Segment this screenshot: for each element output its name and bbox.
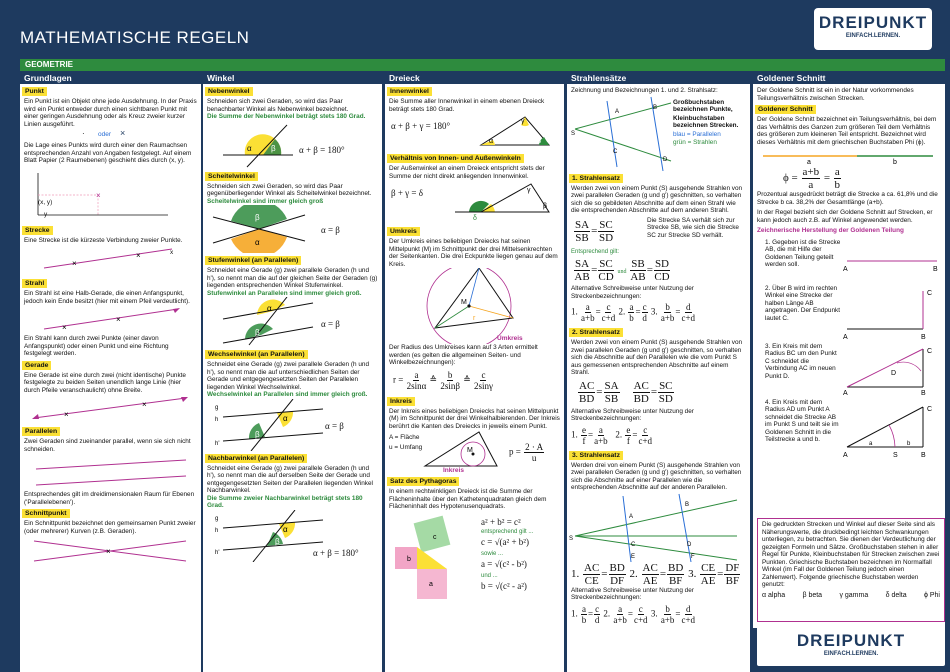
- label-wechselwinkel: Wechselwinkel (an Parallelen): [205, 350, 308, 359]
- text-gerade: Eine Gerade ist eine durch zwei (nicht identische) Punkte festgelegte zu beiden Seiten unendlich lange Linie (hier durch Pfeile veranschaulicht) ohne Breite.: [24, 371, 186, 394]
- label-scheitelwinkel: Scheitelwinkel: [205, 172, 258, 181]
- legend-3: blau = Parallelen: [673, 130, 721, 138]
- text-aussenwinkel: Der Außenwinkel an einem Dreieck entspricht stets der Summe der nicht direkt anliegenden Innenwinkel.: [389, 165, 545, 180]
- svg-text:D: D: [687, 541, 692, 548]
- svg-text:M: M: [467, 447, 473, 454]
- svg-text:B: B: [653, 104, 658, 111]
- svg-text:A: A: [843, 265, 848, 273]
- svg-text:β: β: [275, 536, 280, 546]
- svg-text:γ: γ: [521, 118, 525, 125]
- label-strahlensatz-3: 3. Strahlensatz: [569, 451, 623, 460]
- label-strahlensatz-2: 2. Strahlensatz: [569, 328, 623, 337]
- schnittpunkt-diagram: [20, 535, 201, 565]
- svg-text:β: β: [255, 429, 260, 439]
- strahlensatz-3-formula: 1. $\frac{AC}{CE}$ = $\frac{BD}{DF}$ 2. $\frac{AC}{AE}$ = $\frac{BD}{BF}$ 3. $\frac{CE}{AE}$ = $\frac{DF}{BF}$: [571, 561, 740, 587]
- formula-phi: ϕ = $\frac{a+b}{a}$ = $\frac{a}{b}$: [783, 166, 840, 191]
- svg-text:a: a: [807, 159, 811, 166]
- header: [0, 0, 950, 58]
- text-stufenwinkel: Schneidet eine Gerade (g) zwei parallele Geraden (h und h'), so nennt man die auf der gleichen Seite der Geraden (g) liegenden entsprechenden Winkel Stufenwinkel.: [207, 267, 378, 289]
- formula-nebenwinkel: α + β = 180°: [299, 144, 345, 155]
- construct-step-2: 2. Über B wird im rechten Winkel eine Strecke der halben Länge AB angetragen. Der Endpunkt lautet C. A B C: [765, 284, 933, 341]
- svg-text:D: D: [663, 156, 668, 163]
- inkreis-a-def: A = Fläche: [389, 434, 420, 441]
- construct-step-3: 3. Ein Kreis mit dem Radius BC um den Punkt C schneidet die Verbindung AC im neuen Punkt D. A B C D: [765, 342, 933, 397]
- pythagoras-note-1: entsprechend gilt ...: [481, 528, 534, 535]
- svg-text:×: ×: [106, 547, 111, 556]
- svg-text:c: c: [433, 533, 437, 541]
- svg-text:A: A: [615, 108, 620, 115]
- text-umkreis: Der Umkreis eines beliebigen Dreiecks hat seinen Mittelpunkt (M) im Schnittpunkt der drei Mittelsenkrechten der Seitenkanten. Die drei Eckpunkte liegen genau auf dem Kreis.: [389, 238, 558, 268]
- svg-text:g: g: [215, 515, 219, 522]
- svg-text:B: B: [685, 501, 690, 508]
- svg-text:a: a: [429, 580, 433, 588]
- svg-text:β: β: [271, 143, 276, 153]
- note-entsprechend: Entsprechend gilt:: [571, 248, 620, 255]
- label-umkreis: Umkreis: [387, 227, 420, 236]
- svg-text:F: F: [691, 553, 695, 560]
- formula-stufenwinkel: α = β: [321, 319, 340, 329]
- gold-line-diagram: [753, 146, 945, 166]
- nebenwinkel-diagram: [203, 121, 382, 169]
- umkreis-tag: Umkreis: [497, 335, 523, 342]
- cross-icon: ×: [120, 128, 126, 138]
- text-note: Die gedruckten Strecken und Winkel auf dieser Seite sind als Näherungswerte, die druckbedingt leichten Schwankungen unterliegen, zu betrachten. Sie dienen der Verdeutlichung der gezeigten Formeln und Sätze. Großbuchstaben stehen in aller Regel für Punkte, Kleinbuchstaben für Strecken zwischen zwei Punkten. Griechische Buchstaben bezeichnen im Normalfall Winkel (im Fall der Goldenen Teilung jedoch einen Zahlenwert). Folgende griechische Buchstaben werden genutzt:: [762, 521, 940, 588]
- svg-text:C: C: [613, 148, 618, 155]
- svg-text:γ: γ: [527, 187, 531, 194]
- text-intro: Zeichnung und Bezeichnungen 1. und 2. Strahlsatz:: [571, 87, 718, 94]
- axis-label-y: y: [44, 211, 48, 218]
- svg-text:×: ×: [64, 410, 69, 419]
- svg-text:α: α: [267, 304, 272, 313]
- label-gerade: Gerade: [22, 361, 51, 370]
- aussenwinkel-diagram: [385, 180, 564, 224]
- label-inkreis: Inkreis: [387, 397, 415, 406]
- strahlensatz-2-alt-formula: 1. $\frac{e}{f}$ = $\frac{a}{a+b}$ 2. $\frac{e}{f}$ = $\frac{c}{c+d}$: [571, 424, 653, 446]
- text-strahlensatz-2-alt: Alternative Schreibweise unter Nutzung der Streckenbezeichnungen:: [571, 407, 694, 422]
- pythagoras-diagram: [385, 511, 564, 603]
- svg-text:×: ×: [72, 259, 77, 268]
- svg-text:α: α: [283, 413, 288, 423]
- text-strahlensatz-1-alt: Alternative Schreibweise unter Nutzung der Streckenbezeichnungen:: [571, 285, 694, 300]
- rule-nachbarwinkel: Die Summe zweier Nachbarwinkel beträgt stets 180 Grad.: [207, 494, 363, 509]
- svg-text:B: B: [921, 451, 926, 459]
- svg-text:×: ×: [96, 190, 101, 200]
- strahlen-diagram-1: [567, 95, 750, 171]
- inkreis-u-def: u = Umfang: [389, 444, 423, 451]
- text-umkreis-2: Der Radius des Umkreises kann auf 3 Arten ermittelt werden (es gelten die allgemeinen Seiten- und Winkelbezeichnungen):: [389, 344, 538, 366]
- svg-text:b: b: [407, 555, 411, 563]
- rule-scheitelwinkel: Scheitelwinkel sind immer gleich groß: [207, 197, 324, 205]
- formula-pythagoras-a: a = √(c² - b²): [481, 558, 527, 569]
- text-strahl: Ein Strahl ist eine Halb-Gerade, die einen Anfangspunkt, jedoch kein Ende besitzt (hier mit einem Pfeil verdeutlicht).: [24, 290, 190, 305]
- svg-text:×: ×: [142, 400, 147, 409]
- pythagoras-note-3: und ...: [481, 572, 498, 579]
- rule-stufenwinkel: Stufenwinkel an Parallelen sind immer gleich groß.: [207, 289, 362, 297]
- svg-text:A: A: [843, 451, 848, 459]
- text-innenwinkel: Die Summe aller Innenwinkel in einem ebenen Dreieck beträgt stets 180 Grad.: [389, 98, 545, 113]
- svg-text:r: r: [473, 315, 476, 322]
- formula-wechselwinkel: α = β: [325, 420, 344, 431]
- formula-pythagoras-c: c = √(a² + b²): [481, 536, 529, 547]
- formula-umkreis: r = $\frac{a}{2\sin\alpha}$ ≙ $\frac{b}{2\sin\beta}$ ≙ $\frac{c}{2\sin\gamma}$: [393, 369, 493, 391]
- label-strahlensatz-1: 1. Strahlensatz: [569, 174, 623, 183]
- page-title: MATHEMATISCHE REGELN: [20, 28, 250, 47]
- formula-nachbarwinkel: α + β = 180°: [313, 547, 359, 558]
- brand-logo-bottom: DREIPUNKT EINFACH.LERNEN.: [757, 626, 945, 666]
- formula-innenwinkel: α + β + γ = 180°: [391, 121, 451, 131]
- legend-2: Kleinbuchstaben bezeichnen Strecken.: [673, 114, 739, 129]
- label-innenwinkel: Innenwinkel: [387, 87, 432, 96]
- svg-text:E: E: [631, 553, 636, 560]
- parallelen-diagram: [20, 453, 201, 489]
- svg-text:C: C: [927, 289, 933, 297]
- svg-text:α: α: [489, 138, 494, 145]
- construct-step-4: 4. Ein Kreis mit dem Radius AD um Punkt A schneidet die Strecke AB im Punkt S und teilt sie im Goldenen Schnitt in die Teilstrecke a und b. A B C S a b: [765, 398, 933, 459]
- oder-label: oder: [98, 131, 112, 138]
- formula-pythagoras-b: b = √(c² - a²): [481, 580, 527, 591]
- column-grundlagen: [20, 72, 201, 672]
- legend-1: Großbuchstaben bezeichnen Punkte,: [673, 98, 733, 113]
- strahl-diagram: [20, 305, 201, 333]
- construct-step-1: 1. Gegeben ist die Strecke AB, die mit Hilfe der Goldenen Teilung geteilt werden soll. A B: [765, 238, 938, 273]
- legend-4: grün = Strahlen: [673, 138, 717, 146]
- svg-text:β: β: [537, 138, 542, 145]
- text-strahlensatz-3: Werden drei von einem Punkt (S) ausgehende Strahlen von zwei parallelen Geraden (g und g') geschnitten, so verhalten sich die Abschnitte auf einer Parallelen wie die entsprechenden Abschnitte auf der anderen Parallelen.: [571, 461, 742, 491]
- rule-wechselwinkel: Wechselwinkel an Parallelen sind immer gleich groß.: [207, 391, 368, 398]
- strecke-diagram: [20, 244, 201, 274]
- label-goldener-schnitt: Goldener Schnitt: [755, 105, 816, 114]
- svg-text:B: B: [933, 265, 938, 273]
- strahlensatz-2-formula: $\frac{AC}{BD}$ = $\frac{SA}{SB}$ $\frac{AC}{BD}$ = $\frac{SC}{SD}$: [579, 379, 673, 405]
- svg-text:×: ×: [136, 251, 141, 260]
- svg-text:β: β: [255, 213, 260, 222]
- text-strahlensatz-3-alt: Alternative Schreibweise unter Nutzung der Streckenbezeichnungen:: [571, 586, 694, 601]
- svg-text:C: C: [927, 405, 933, 413]
- svg-text:α: α: [255, 238, 260, 247]
- text-strahlensatz-1-side: Die Strecke SA verhält sich zur Strecke SB, wie sich die Strecke SC zur Strecke SD verhält.: [647, 216, 739, 239]
- svg-text:β: β: [255, 328, 260, 337]
- axis-label-xy: (x, y): [38, 199, 53, 206]
- svg-text:h': h': [215, 440, 220, 447]
- label-punkt: Punkt: [22, 87, 47, 96]
- formula-aussenwinkel: β + γ = δ: [391, 188, 423, 198]
- svg-text:b: b: [907, 440, 911, 447]
- text-punkt: Ein Punkt ist ein Objekt ohne jede Ausdehnung. In der Praxis wird ein Punkt entweder durch einen sichtbaren Punkt mit einer geringen Ausdehnung oder als Kreuz zweier kurzer Linien ausgeführt.: [24, 98, 197, 128]
- column-header: Dreieck: [385, 72, 564, 84]
- formula-scheitelwinkel: α = β: [321, 225, 340, 235]
- strahlensatz-3-alt-formula: 1. $\frac{a}{b}$ = $\frac{c}{d}$ 2. $\frac{a}{a+b}$ = $\frac{c}{c+d}$ 3. $\frac{b}{a+b}$ = $\frac{d}{c+d}$: [571, 603, 696, 625]
- svg-text:S: S: [569, 535, 574, 542]
- text-scheitelwinkel: Schneiden sich zwei Geraden, so wird das Paar gegenüberliegender Winkel als Scheitelwinkel bezeichnet.: [207, 182, 372, 197]
- text-gold-pct: Prozentual ausgedrückt beträgt die Strecke a ca. 61,8% und die Strecke b ca. 38,2% der Gesamtlänge (a+b).: [757, 191, 938, 206]
- svg-text:g: g: [215, 404, 219, 411]
- text-parallelen-2: Entsprechendes gilt im dreidimensionalen Raum für Ebenen ('Parallelebenen').: [24, 491, 195, 506]
- innenwinkel-diagram: [385, 113, 564, 151]
- label-schnittpunkt: Schnittpunkt: [22, 509, 70, 518]
- strahlensatz-1-formula: $\frac{SA}{SB}$ = $\frac{SC}{SD}$ Die Strecke SA verhält sich zur Strecke SB, wie sich die Strecke SC zur Strecke SD verhält.: [567, 215, 750, 249]
- column-header: Winkel: [203, 72, 382, 84]
- formula-inkreis: p = $\frac{2 \cdot A}{u}$: [509, 442, 544, 463]
- inkreis-tag: Inkreis: [443, 467, 464, 474]
- section-title: GEOMETRIE: [20, 59, 945, 71]
- column-header: Goldener Schnitt: [753, 72, 945, 84]
- umkreis-diagram: [385, 268, 564, 344]
- svg-text:A: A: [843, 389, 848, 397]
- svg-text:S: S: [893, 451, 898, 459]
- svg-text:h: h: [215, 416, 219, 423]
- label-pythagoras: Satz des Pythagoras: [387, 477, 459, 486]
- brand-name: DREIPUNKT: [818, 13, 928, 32]
- column-strahlensaetze: [567, 72, 750, 672]
- strahlensatz-1-alt-formula: 1. $\frac{a}{a+b}$ = $\frac{c}{c+d}$ 2. $\frac{a}{b}$ = $\frac{c}{d}$ 3. $\frac{b}{a+b}$ = $\frac{d}{c+d}$: [571, 302, 696, 323]
- column-header: Grundlagen: [20, 72, 201, 84]
- svg-text:α: α: [283, 524, 288, 534]
- pythagoras-note-2: sowie ...: [481, 550, 504, 557]
- formula-pythagoras: a² + b² = c²: [481, 516, 521, 527]
- text-strahl-2: Ein Strahl kann durch zwei Punkte (einer davon Anfangspunkt) oder einen Punkt und eine Richtung festgelegt werden.: [24, 335, 169, 357]
- text-punkt-2: Die Lage eines Punkts wird durch einer den Raumachsen entsprechenden Anzahl von Angaben festgelegt. Auf einem Blatt Papier (2 Raumebenen) geschieht dies durch (x, y).: [24, 142, 192, 164]
- text-gold-intro: Der Goldene Schnitt ist ein in der Natur vorkommendes Teilungsverhältnis zwischen Strecken.: [757, 87, 914, 102]
- wechselwinkel-diagram: [203, 399, 382, 451]
- svg-text:A: A: [629, 513, 634, 520]
- svg-text:M: M: [461, 299, 467, 306]
- svg-text:δ: δ: [473, 215, 477, 222]
- label-nebenwinkel: Nebenwinkel: [205, 87, 253, 96]
- und-label: und: [617, 269, 627, 276]
- svg-text:C: C: [927, 347, 933, 355]
- brand-logo: [814, 8, 932, 50]
- label-parallelen: Parallelen: [22, 427, 60, 436]
- svg-text:h': h': [215, 549, 220, 556]
- label-strahl: Strahl: [22, 279, 47, 288]
- construct-title: Zeichnerische Herstellung der Goldenen Teilung: [757, 227, 904, 234]
- inkreis-diagram: [385, 430, 564, 474]
- svg-text:B: B: [921, 389, 926, 397]
- text-strecke: Eine Strecke ist die kürzeste Verbindung zweier Punkte.: [24, 236, 183, 244]
- column-header: Strahlensätze: [567, 72, 750, 84]
- text-schnittpunkt: Ein Schnittpunkt bezeichnet den gemeinsamen Punkt zweier (oder mehrerer) Kurven (z.B. Geraden).: [24, 520, 196, 535]
- svg-text:S: S: [571, 130, 576, 137]
- text-gold-rule: In der Regel bezieht sich der Goldene Schnitt auf Strecken, er kann jedoch auch z.B. auf Winkel angewendet werden.: [757, 209, 933, 224]
- column-winkel: [203, 72, 382, 672]
- scheitelwinkel-diagram: [203, 205, 382, 253]
- label-nachbarwinkel: Nachbarwinkel (an Parallelen): [205, 454, 307, 463]
- rule-nebenwinkel: Die Summe der Nebenwinkel beträgt stets 180 Grad.: [207, 113, 366, 120]
- label-strecke: Strecke: [22, 226, 53, 235]
- svg-text:β: β: [543, 203, 548, 210]
- svg-text:B: B: [921, 333, 926, 341]
- text-pythagoras: In einem rechtwinkligen Dreieck ist die Summe der Flächeninhalte über den Kathetenquadraten gleich dem Flächeninhalt des Hypotenusenquadrats.: [389, 488, 547, 510]
- text-nebenwinkel: Schneiden sich zwei Geraden, so wird das Paar benachbarter Winkel als Nebenwinkel bezeichnet.: [207, 98, 349, 113]
- stufenwinkel-diagram: [203, 297, 382, 347]
- svg-text:a: a: [869, 440, 873, 447]
- text-strahlensatz-1: Werden zwei von einem Punkt (S) ausgehende Strahlen von zwei parallelen Geraden (g und g') geschnitten, so verhalten sich die so gebildeten Abschnitte auf dem einen Strahl wie die entsprechenden Abschnitte auf dem anderen Strahl.: [571, 184, 743, 214]
- text-strahlensatz-2: Werden zwei von einem Punkt (S) ausgehende Strahlen von zwei parallelen Geraden (g und g') geschnitten, so verhalten sich die Abschnitte auf den Parallelen wie die vom Punkt S aus gemessenen entsprechenden Abschnitte auf einem Strahl.: [571, 339, 743, 376]
- gerade-diagram: [20, 394, 201, 422]
- svg-text:b: b: [893, 159, 897, 166]
- axis-label-x: x: [170, 249, 174, 256]
- text-goldener-schnitt: Der Goldene Schnitt bezeichnet ein Teilungsverhältnis, bei dem das Verhältnis des Ganzen zum größeren Teil dem Verhältnis des größeren zum kleineren Teil entspricht. Bezeichnet wird dieses Verhältnis mit dem griechischen Buchstaben Phi (ϕ).: [757, 116, 937, 146]
- text-nachbarwinkel: Schneidet eine Gerade (g) zwei parallele Geraden (h und h'), so nennt man die auf derselben Seite der Gerade und entgegengesetzten Seiten der Parallelen liegenden Winkel Nachbarwinkel.: [207, 464, 373, 494]
- text-parallelen: Zwei Geraden sind zueinander parallel, wenn sie sich nicht schneiden.: [24, 438, 191, 453]
- column-dreieck: [385, 72, 564, 672]
- point-examples: [20, 128, 201, 142]
- label-stufenwinkel: Stufenwinkel (an Parallelen): [205, 256, 301, 265]
- text-inkreis: Der Inkreis eines beliebigen Dreiecks hat seinen Mittelpunkt (M) im Schnittpunkt der drei Winkelhalbierenden. Der Inkreis berührt die Kanten des Dreiecks in jeweils einem Punkt.: [389, 407, 560, 430]
- strahlen-diagram-3: [567, 492, 750, 562]
- svg-text:A: A: [843, 333, 848, 341]
- text-wechselwinkel: Schneidet eine Gerade (g) zwei parallele Geraden (h und h'), so nennt man die auf unterschiedlichen Seiten der Gerade und entgegengesetzten Seiten der Parallelen liegenden Winkel Wechselwinkel.: [207, 361, 369, 391]
- greek-letters: α alpha β beta γ gamma δ delta ϕ Phi: [762, 591, 940, 599]
- strahlensatz-1-formula-2: $\frac{SA}{AB}$ = $\frac{SC}{CD}$ und $\frac{SB}{AB}$ = $\frac{SD}{CD}$: [574, 258, 670, 283]
- label-aussenwinkel: Verhältnis von Innen- und Außenwinkeln: [387, 154, 524, 163]
- svg-text:×: ×: [62, 323, 67, 332]
- svg-text:C: C: [631, 541, 636, 548]
- nachbarwinkel-diagram: [203, 510, 382, 562]
- note-box: [757, 518, 945, 622]
- svg-text:h: h: [215, 527, 219, 534]
- svg-text:D: D: [891, 369, 897, 377]
- brand-slogan: EINFACH.LERNEN.: [845, 33, 901, 39]
- svg-text:×: ×: [116, 315, 121, 324]
- dot-icon: ·: [82, 129, 85, 138]
- svg-text:α: α: [247, 143, 252, 153]
